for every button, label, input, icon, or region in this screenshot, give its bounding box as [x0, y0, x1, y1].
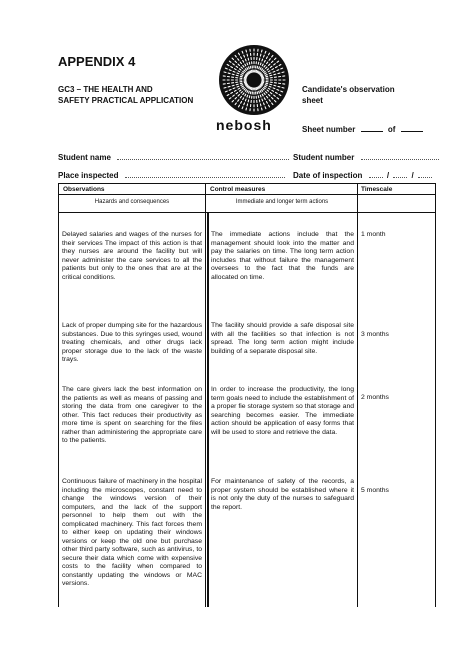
- brand-wordmark: nebosh: [216, 117, 272, 133]
- control-cell-3: In order to increase the productivity, the long term goals need to include the establishment of a proper fie storage system so that storage and searching becomes easier. The immediate action should be application of easy forms that will be used to store and retrieve the data.: [211, 386, 354, 436]
- candidate-sheet-title-line-1: Candidate's observation: [302, 85, 395, 94]
- student-number-input[interactable]: [361, 151, 439, 160]
- sheet-of-label: of: [387, 125, 396, 134]
- observation-cell-1: Delayed salaries and wages of the nurses for their services The impact of this action is that they nurses are around the facility but will never administer the care services to all the patients but only to the ones that are at the critical conditions.: [62, 231, 202, 281]
- control-measures-subheader: Immediate and longer term actions: [235, 199, 329, 205]
- date-month-input[interactable]: [393, 169, 407, 178]
- timescale-cell-4: 5 months: [361, 487, 389, 494]
- date-day-input[interactable]: [369, 169, 383, 178]
- student-number-field: [293, 151, 439, 162]
- header-bottom-border: [59, 212, 436, 213]
- place-inspected-input[interactable]: [125, 169, 285, 178]
- timescale-cell-2: 3 months: [361, 331, 389, 338]
- column-divider-1-double: [207, 213, 209, 607]
- control-cell-2: The facility should provide a safe disposal site with all the facilities so that infection is not spread. The long term action might include building of a separate disposal site.: [211, 322, 354, 355]
- place-inspected-label: Place inspected: [58, 171, 119, 180]
- date-separator-2: /: [411, 171, 414, 180]
- candidate-sheet-title-line-2: sheet: [302, 96, 323, 105]
- observation-table: [58, 183, 436, 607]
- candidate-sheet-title: [302, 84, 422, 106]
- date-year-input[interactable]: [418, 169, 432, 178]
- place-inspected-field: [58, 169, 285, 180]
- timescale-header: Timescale: [361, 186, 393, 193]
- sheet-number-label: Sheet number: [302, 125, 356, 134]
- course-title-line-1: GC3 – THE HEALTH AND: [58, 85, 153, 94]
- observation-cell-4: Continuous failure of machinery in the hospital including the microscopes, constant need to change the windows version of their computers, and the lack of the support personnel to help them out with the complicated machinery. This fact forces them to either keep on updating their windows versions or keep the old one but purchase other third party software, such as antivirus, to secure their data which come with expensive costs to the facility when compared to constantly updating the windows or MAC versions.: [62, 478, 202, 587]
- date-separator-1: /: [386, 171, 390, 180]
- date-of-inspection-label: Date of inspection: [293, 171, 363, 180]
- student-name-input[interactable]: [117, 151, 289, 160]
- table-right-border: [435, 184, 436, 607]
- student-name-label: Student name: [58, 153, 111, 162]
- date-of-inspection-field: [293, 169, 432, 180]
- observations-subheader: Hazards and consequences: [94, 199, 170, 205]
- observation-cell-2: Lack of proper dumping site for the hazardous substances. Due to this syringes used, wound treating chemicals, and other drugs lack proper storage due to the lack of the waste trays.: [62, 322, 202, 363]
- control-cell-1: The immediate actions include that the management should look into the matter and pay the salaries on time. The long term action includes that without failure the management oversees to the fact that the funds are allocated on time.: [211, 231, 354, 281]
- appendix-title: APPENDIX 4: [58, 54, 136, 69]
- sheet-number-blank[interactable]: [361, 123, 383, 132]
- student-number-label: Student number: [293, 153, 355, 162]
- observation-cell-3: The care givers lack the best information on the patients as well as means of passing and storing the data from one caregiver to the other. This fact reduces their productivity as more time is spent on searching for the files rather than administering the appropriate care to the patients.: [62, 386, 202, 444]
- control-measures-header: Control measures: [210, 186, 266, 193]
- sheet-number-field: [302, 123, 423, 134]
- course-title: [58, 84, 218, 106]
- timescale-cell-3: 2 months: [361, 394, 389, 401]
- control-cell-4: For maintenance of safety of the records, a proper system should be established where it is not only the duty of the nurses to safeguard the report.: [211, 478, 354, 511]
- timescale-cell-1: 1 month: [361, 231, 386, 238]
- sheet-total-blank[interactable]: [401, 123, 423, 132]
- course-title-line-2: SAFETY PRACTICAL APPLICATION: [58, 96, 194, 105]
- observations-header: Observations: [63, 186, 105, 193]
- header-divider: [59, 194, 436, 195]
- column-divider-2: [357, 184, 358, 607]
- column-divider-1: [205, 184, 206, 607]
- nebosh-logo-icon: [218, 44, 290, 116]
- student-name-field: [58, 151, 289, 162]
